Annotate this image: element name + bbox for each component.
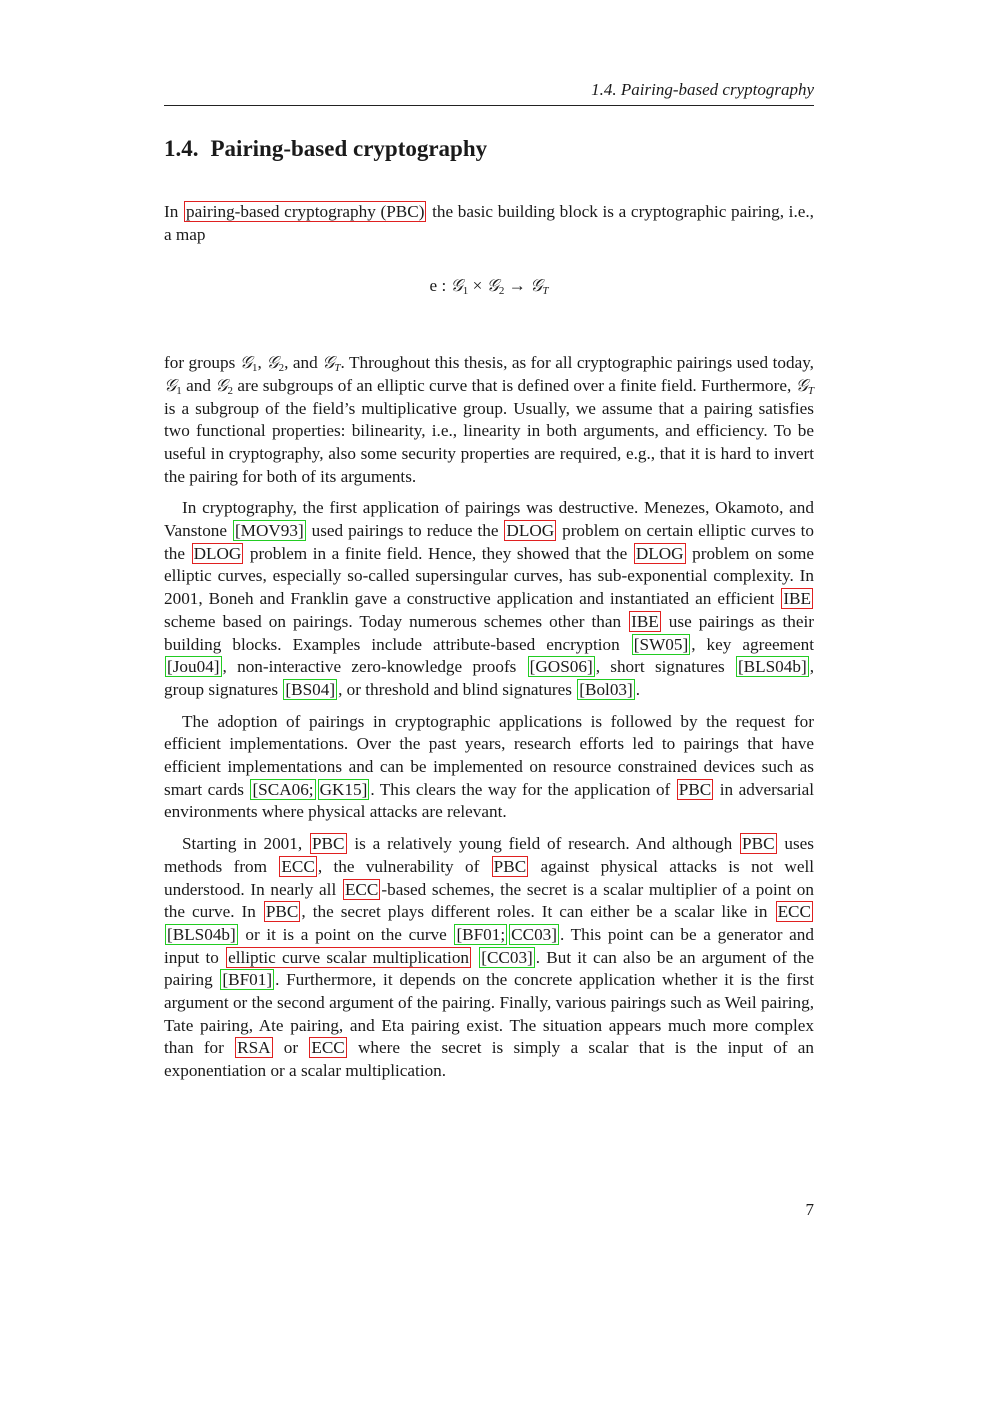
citation-link-bls04b[interactable]: [BLS04b] — [167, 924, 236, 944]
math-g: 𝒢 — [322, 353, 335, 373]
paragraph-physical-attacks — [164, 833, 814, 1083]
section-number: 1.4. — [164, 136, 199, 161]
text: problem on some elliptic curves, especially so-called supersingular curves, has sub-exponential complexity. In 2001, Boneh and Franklin gave a constructive application and instantiated an efficient — [164, 543, 815, 609]
text: , or threshold and blind signatures — [338, 679, 577, 699]
math-g: 𝒢 — [239, 353, 253, 373]
math-sub: 1 — [252, 362, 258, 375]
body-text — [164, 201, 814, 1083]
text: and — [181, 375, 216, 395]
acronym-link-dlog[interactable]: DLOG — [635, 543, 684, 563]
acronym-link-dlog[interactable]: DLOG — [193, 543, 242, 563]
acronym-link-pbc[interactable]: PBC — [312, 834, 345, 854]
text: or — [273, 1038, 309, 1058]
citation-link-bf01[interactable]: [BF01; — [456, 924, 506, 944]
citation-link-sca06[interactable]: [SCA06; — [252, 779, 314, 799]
equation-times: × — [468, 276, 487, 296]
acronym-link-pbc[interactable]: PBC — [678, 779, 712, 799]
running-head: 1.4. Pairing-based cryptography — [591, 80, 814, 99]
text: Starting in 2001, — [182, 834, 309, 854]
math-g: 𝒢 — [215, 375, 228, 395]
citation-link-bol03[interactable]: [Bol03] — [579, 679, 633, 699]
text: , the vulnerability of — [317, 856, 491, 876]
text: are subgroups of an elliptic curve that is defined over a finite field. Furthermore, — [233, 375, 796, 395]
citation-link-gk15[interactable]: GK15] — [319, 779, 368, 799]
acronym-link-pbc[interactable]: pairing-based cryptography (PBC) — [185, 202, 425, 221]
text: -based schemes, the secret is a scalar multiplier of a point on the curve. In — [164, 879, 814, 922]
text: . This clears the way for the application of — [370, 779, 676, 799]
section-title: Pairing-based cryptography — [210, 136, 488, 161]
text: is a relatively young field of research. And although — [347, 834, 740, 854]
text: problem in a finite field. Hence, they showed that the — [244, 543, 633, 563]
text: scheme based on pairings. Today numerous schemes other than — [164, 611, 629, 631]
text: , and — [284, 353, 323, 373]
text: against physical attacks is not well understood. In nearly all — [164, 856, 814, 899]
text: problem on certain elliptic curves to the — [164, 521, 814, 563]
equation-g2: 𝒢 — [486, 276, 499, 296]
equation-sub: T — [542, 285, 549, 298]
equation-gt: 𝒢 — [530, 276, 543, 296]
citation-link-jou04[interactable]: [Jou04] — [167, 657, 220, 677]
text: In cryptography, the first application of pairings was destructive. Menezes, Okamoto, and Vanstone — [164, 498, 814, 541]
citation-link-cc03[interactable]: [CC03] — [481, 947, 533, 967]
text: . — [635, 679, 641, 699]
text — [472, 948, 478, 967]
text: , key agreement — [691, 634, 814, 654]
text: the basic building block is a cryptographic pairing, i.e., a map — [164, 202, 814, 244]
paragraph-groups — [164, 352, 814, 488]
acronym-link-pbc[interactable]: PBC — [742, 834, 775, 854]
acronym-link-ibe[interactable]: IBE — [783, 589, 811, 609]
math-sub: 1 — [176, 384, 182, 397]
text: In — [164, 202, 183, 221]
section-heading — [164, 136, 487, 162]
text: uses methods from — [164, 834, 814, 876]
page-number: 7 — [805, 1200, 814, 1219]
pairing-equation — [164, 275, 814, 298]
equation-sub: 2 — [498, 285, 505, 298]
paragraph-gap — [164, 702, 814, 711]
paragraph-gap — [164, 488, 814, 497]
acronym-link-pbc[interactable]: PBC — [493, 856, 527, 876]
citation-link-cc03[interactable]: CC03] — [511, 924, 557, 944]
acronym-link-dlog[interactable]: DLOG — [506, 521, 555, 541]
paragraph-gap — [164, 824, 814, 833]
equation-g1: 𝒢 — [450, 276, 463, 296]
acronym-link-ibe[interactable]: IBE — [631, 611, 659, 631]
text: use pairings as their building blocks. Examples include attribute-based encryption — [164, 611, 814, 654]
citation-link-sw05[interactable]: [SW05] — [633, 634, 689, 654]
text: or it is a point on the curve — [238, 924, 454, 944]
text: used pairings to reduce the — [306, 521, 504, 541]
citation-link-bf01[interactable]: [BF01] — [222, 970, 273, 990]
paragraph-implementations — [164, 711, 814, 825]
math-g: 𝒢 — [266, 353, 279, 373]
citation-link-bs04[interactable]: [BS04] — [285, 679, 336, 699]
text: The adoption of pairings in cryptographic applications is followed by the request for efficient implementations. Over the past years, research efforts led to pairings that have efficient implementations and can be implemented on resource constrained devices such as smart cards — [164, 711, 814, 799]
text: , group signatures — [164, 657, 814, 699]
text: , non-interactive zero-knowledge proofs — [222, 657, 527, 677]
text: . Throughout this thesis, as for all cryptographic pairings used today, — [340, 353, 814, 373]
acronym-link-pbc[interactable]: PBC — [265, 902, 299, 922]
math-g: 𝒢 — [164, 375, 177, 395]
paragraph-history — [164, 497, 814, 701]
text: , — [257, 353, 267, 373]
equation-arrow: → — [504, 276, 531, 296]
text: for groups — [164, 353, 240, 373]
math-g: 𝒢 — [795, 375, 808, 395]
equation-sub: 1 — [462, 285, 469, 298]
acronym-link-ecc[interactable]: ECC — [344, 879, 379, 899]
math-sub: 2 — [227, 384, 234, 397]
acronym-link-ecsm[interactable]: elliptic curve scalar multiplication — [228, 947, 470, 967]
header-rule — [164, 105, 814, 106]
paragraph-intro — [164, 201, 814, 246]
acronym-link-ecc[interactable]: ECC — [777, 902, 811, 922]
acronym-link-rsa[interactable]: RSA — [237, 1038, 271, 1058]
citation-link-mov93[interactable]: [MOV93] — [234, 521, 304, 541]
equation-e: e : — [429, 276, 451, 296]
text: is a subgroup of the field’s multiplicative group. Usually, we assume that a pairing satisfies two functional properties: bilinearity, i.e., linearity in both arguments, and efficiency. To be useful in cryptography, also some security properties are required, e.g., that it is hard to invert the pairing for both of its arguments. — [164, 398, 814, 486]
text: where the secret is simply a scalar that is the input of an exponentiation or a scalar multiplication. — [164, 1038, 814, 1081]
text: . This point can be a generator and input to — [164, 924, 814, 967]
text: , the secret plays different roles. It can either be a scalar like in — [301, 902, 775, 922]
text: . But it can also be an argument of the pairing — [164, 947, 815, 990]
math-sub: 2 — [278, 362, 285, 375]
text: . Furthermore, it depends on the concrete application whether it is the first argument or the second argument of the pairing. Finally, various pairings such as Weil pairing, Tate pairing, Ate pairing, and Eta pairing exist. The situation appears much more complex than for — [164, 970, 814, 1058]
acronym-link-ecc[interactable]: ECC — [281, 856, 315, 876]
math-sub: T — [334, 362, 341, 375]
acronym-link-ecc[interactable]: ECC — [311, 1038, 345, 1058]
math-sub: T — [807, 384, 814, 397]
text: , short signatures — [595, 657, 735, 677]
text: in adversarial environments where physical attacks are relevant. — [164, 779, 815, 822]
citation-link-gos06[interactable]: [GOS06] — [529, 657, 593, 677]
citation-link-bls04b[interactable]: [BLS04b] — [737, 657, 807, 677]
